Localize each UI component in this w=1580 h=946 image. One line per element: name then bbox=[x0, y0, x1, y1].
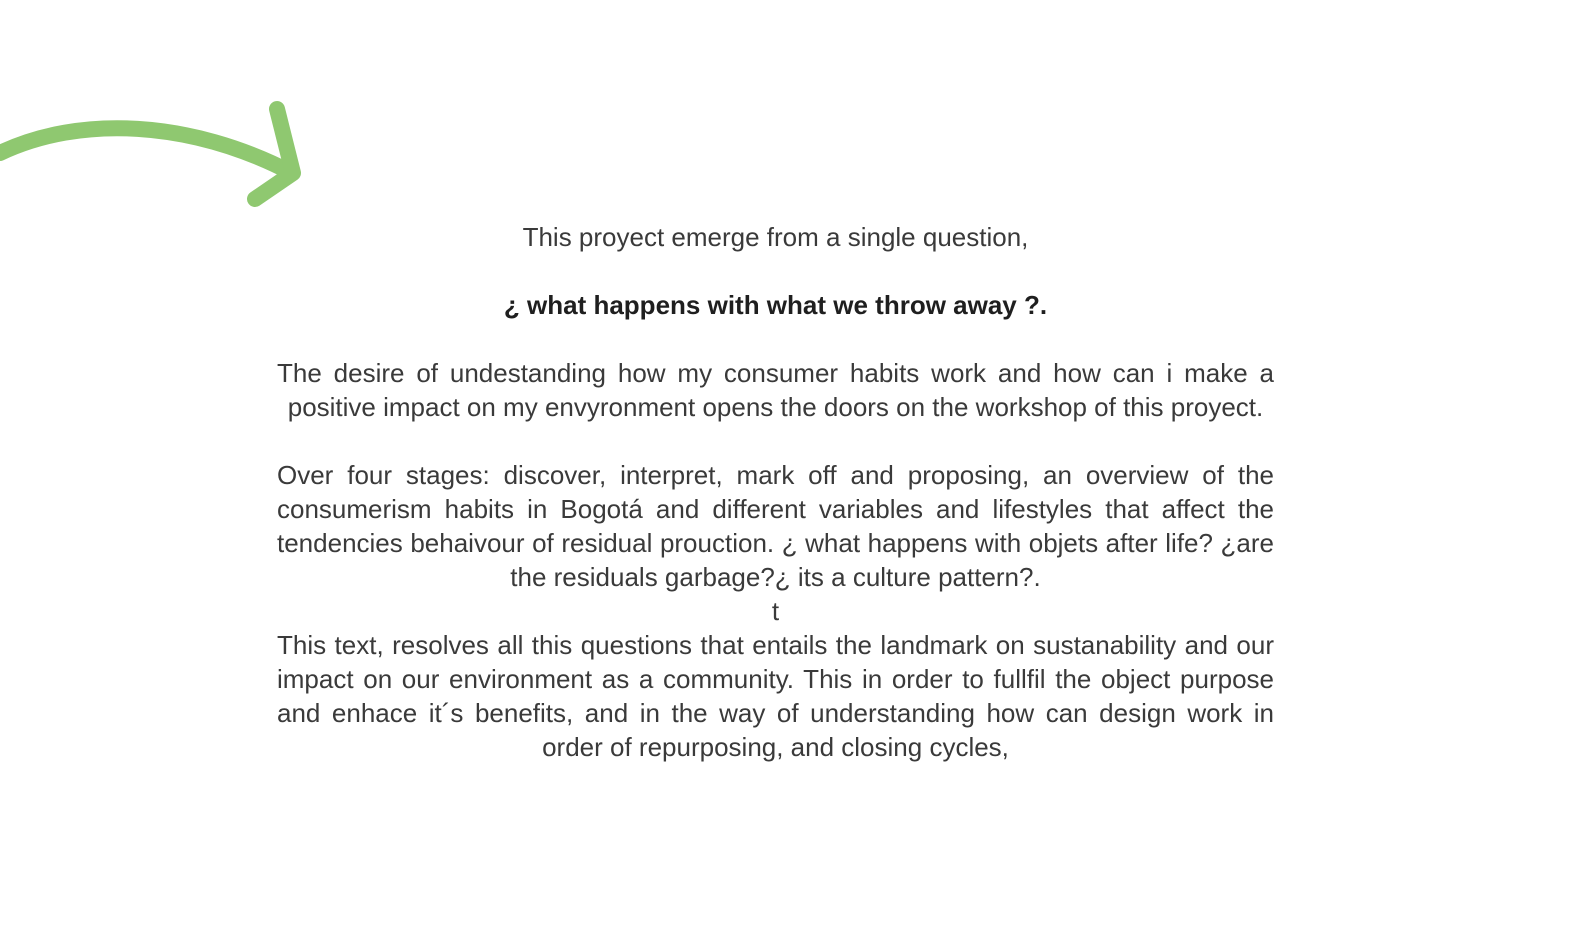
stray-character: t bbox=[771, 596, 780, 626]
project-description bbox=[277, 220, 1274, 764]
paragraph-motivation: The desire of undestanding how my consumer habits work and how can i make a positive impact on my envyronment opens the doors on the workshop of this proyect. bbox=[277, 358, 1274, 422]
curved-arrow-icon bbox=[0, 95, 320, 220]
paragraph-resolution: This text, resolves all this questions that entails the landmark on sustanability and our impact on our environment as a community. This in order to fullfil the object purpose and enhace it´s benefits, and in the way of understanding how can design work in order of repurposing, and closing cycles, bbox=[277, 630, 1274, 762]
intro-text: This proyect emerge from a single question, bbox=[522, 222, 1029, 252]
key-question: ¿ what happens with what we throw away ?. bbox=[503, 290, 1048, 320]
paragraph-stages: Over four stages: discover, interpret, mark off and proposing, an overview of the consumerism habits in Bogotá and different variables and lifestyles that affect the tendencies behaivour of residual prouction. ¿ what happens with objets after life? ¿are the residuals garbage?¿ its a culture pattern?. bbox=[277, 460, 1274, 592]
